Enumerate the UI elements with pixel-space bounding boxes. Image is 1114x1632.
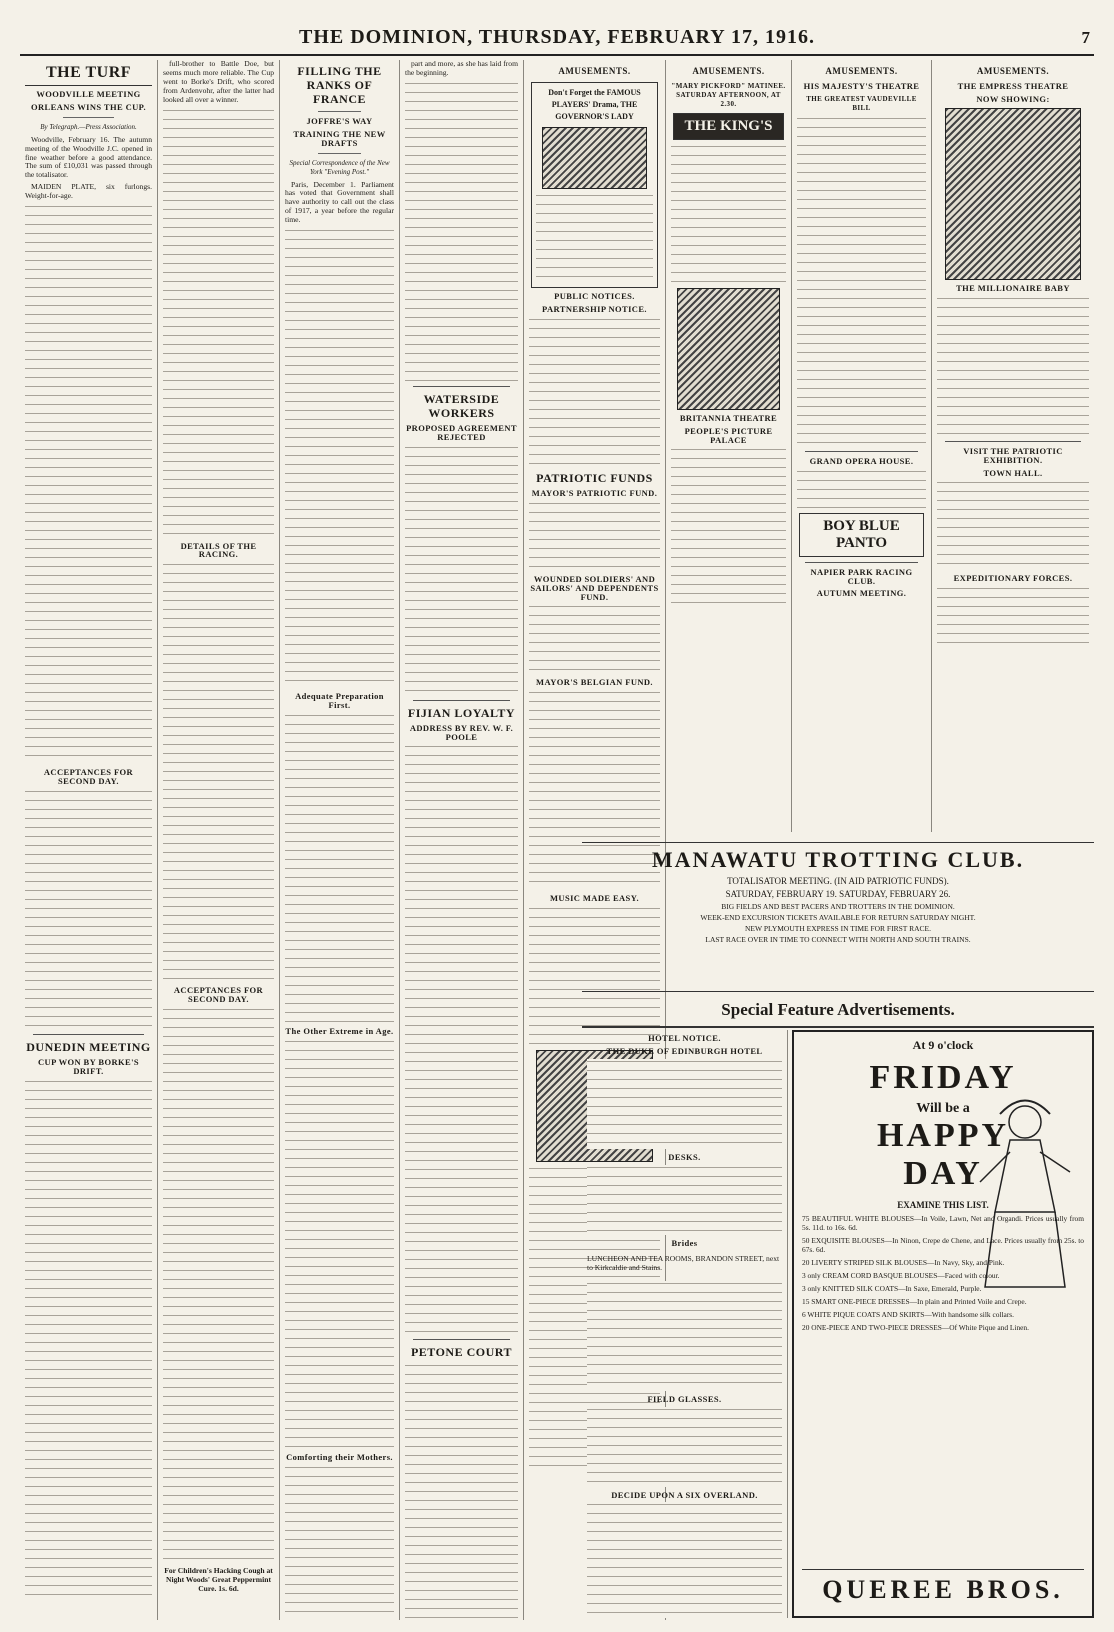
column-4 bbox=[400, 60, 524, 1620]
article-subheading-address: ADDRESS BY REV. W. F. POOLE bbox=[409, 722, 514, 742]
masthead-title: THE DOMINION, THURSDAY, FEBRUARY 17, 1916. bbox=[299, 26, 815, 48]
advert-body bbox=[937, 480, 1089, 570]
notice-body bbox=[529, 317, 660, 467]
advert-grand-opera: GRAND OPERA HOUSE. bbox=[809, 455, 914, 466]
advert-now-showing: NOW SHOWING: bbox=[976, 93, 1050, 104]
body-text bbox=[405, 81, 518, 381]
manawatu-title: MANAWATU TROTTING CLUB. bbox=[651, 847, 1025, 872]
article-subheading-cup: CUP WON BY BORKE'S DRIFT. bbox=[38, 1056, 139, 1076]
advert-kings bbox=[673, 113, 784, 140]
advert-town-hall: TOWN HALL. bbox=[983, 467, 1043, 478]
advert-body bbox=[536, 193, 653, 283]
advert-body bbox=[587, 1059, 782, 1149]
advert-body bbox=[797, 116, 926, 446]
manawatu-line: TOTALISATOR MEETING. (IN AID PATRIOTIC FUNDS). bbox=[727, 876, 949, 886]
section-heading-turf: THE TURF bbox=[25, 64, 152, 86]
advert-expeditionary: EXPEDITIONARY FORCES. bbox=[953, 573, 1073, 584]
article-heading-france: FILLING THE RANKS OF FRANCE bbox=[297, 64, 382, 106]
friday-will-be: Will be a bbox=[916, 1101, 970, 1116]
advert-hotel: HOTEL NOTICE. bbox=[648, 1033, 721, 1043]
advert-empress: THE EMPRESS THEATRE bbox=[957, 81, 1069, 91]
divider bbox=[945, 441, 1081, 442]
manawatu-line: NEW PLYMOUTH EXPRESS IN TIME FOR FIRST RACE. bbox=[745, 924, 931, 933]
body-text bbox=[25, 1079, 152, 1599]
race-heading: MAIDEN PLATE, six furlongs. Weight-for-age. bbox=[25, 182, 152, 201]
advert-body bbox=[797, 469, 926, 509]
amusements-heading: AMUSEMENTS. bbox=[692, 66, 765, 76]
column-2 bbox=[158, 60, 280, 1620]
article-subheading-training: TRAINING THE NEW DRAFTS bbox=[293, 128, 386, 148]
friday-day: FRIDAY bbox=[869, 1059, 1017, 1096]
body-text bbox=[25, 789, 152, 1029]
advert-body bbox=[587, 1281, 782, 1391]
body-text bbox=[163, 1007, 274, 1567]
advert-title: Don't Forget the FAMOUS PLAYERS' Drama, THE GOVERNOR'S LADY bbox=[548, 88, 641, 121]
column-6 bbox=[666, 60, 792, 832]
article-subheading-joffre: JOFFRE'S WAY bbox=[306, 116, 373, 126]
column-3 bbox=[280, 60, 400, 1620]
advert-body bbox=[587, 1407, 782, 1487]
body-text bbox=[405, 445, 518, 695]
advert-body bbox=[671, 144, 786, 284]
advert-overland: DECIDE UPON A SIX OVERLAND. bbox=[611, 1489, 758, 1500]
divider bbox=[413, 386, 510, 387]
article-heading-petone: PETONE COURT bbox=[410, 1345, 513, 1360]
divider bbox=[413, 700, 510, 701]
list-item: 75 BEAUTIFUL WHITE BLOUSES—In Voile, Lawn, Net and Organdi. Prices usually from 5s. 11d. to 16s. 6d. bbox=[802, 1214, 1084, 1232]
list-item: 3 only KNITTED SILK COATS—In Saxe, Emerald, Purple. bbox=[802, 1284, 982, 1293]
divider bbox=[805, 451, 918, 452]
advert-autumn: AUTUMN MEETING. bbox=[816, 588, 907, 599]
advert-greatest-bill: THE GREATEST VAUDEVILLE BILL bbox=[806, 94, 917, 112]
public-notices-heading: PUBLIC NOTICES. bbox=[554, 291, 635, 301]
advert-field-glasses: FIELD GLASSES. bbox=[647, 1393, 722, 1404]
patriotic-funds-heading: PATRIOTIC FUNDS bbox=[536, 470, 653, 485]
manawatu-dates: SATURDAY, FEBRUARY 19. SATURDAY, FEBRUARY 26. bbox=[725, 889, 951, 899]
list-item: 3 only CREAM CORD BASQUE BLOUSES—Faced with colour. bbox=[802, 1271, 1000, 1280]
body-text-lead: full-brother to Battle Doe, but seems much more reliable. The Cup went to Borke's Drift, who scored from Ardenvohr, after the latter had looked all over a winner. bbox=[163, 60, 274, 104]
body-text bbox=[285, 713, 394, 1023]
column-1 bbox=[20, 60, 158, 1620]
body-text bbox=[163, 562, 274, 982]
advert-illustration bbox=[542, 127, 647, 189]
advert-millionaire: THE MILLIONAIRE BABY bbox=[956, 282, 1070, 293]
friday-happy: HAPPY bbox=[876, 1117, 1010, 1154]
advert-kings-title: THE KING'S bbox=[684, 117, 773, 134]
advert-his-majestys: HIS MAJESTY'S THEATRE bbox=[803, 81, 920, 91]
friday-day-2: DAY bbox=[903, 1155, 983, 1192]
subhead-adequate: Adequate Preparation First. bbox=[295, 691, 384, 710]
fund-body bbox=[529, 501, 660, 571]
wounded-fund-heading: WOUNDED SOLDIERS' AND SAILORS' AND DEPENDENTS FUND. bbox=[530, 573, 659, 602]
advert-brides-body: LUNCHEON AND TEA ROOMS, BRANDON STREET, next to Kirkcaldie and Stains. bbox=[587, 1254, 780, 1273]
amusements-heading: AMUSEMENTS. bbox=[825, 66, 898, 76]
body-text bbox=[405, 1363, 518, 1620]
advert-boy-blue-title: BOY BLUE PANTO bbox=[823, 517, 900, 551]
advert-footer: For Children's Hacking Cough at Night Woods' Great Peppermint Cure. 1s. 6d. bbox=[164, 1566, 273, 1593]
ack-heading: ACCEPTANCES FOR SECOND DAY. bbox=[43, 767, 134, 786]
body-text bbox=[285, 228, 394, 688]
details-heading: DETAILS OF THE RACING. bbox=[180, 540, 257, 560]
advert-illustration bbox=[945, 108, 1081, 280]
page-number: 7 bbox=[1081, 28, 1090, 47]
body-text bbox=[405, 744, 518, 1334]
advert-governors-lady bbox=[531, 82, 658, 288]
masthead bbox=[20, 24, 1094, 56]
amusements-heading: AMUSEMENTS. bbox=[976, 66, 1050, 76]
advert-peoples: PEOPLE'S PICTURE PALACE bbox=[684, 425, 773, 445]
list-item: 50 EXQUISITE BLOUSES—In Ninon, Crepe de Chene, and Lace. Prices usually from 25s. to 67s. 6d. bbox=[802, 1236, 1084, 1254]
advert-hotel-name: THE DUKE OF EDINBURGH HOTEL bbox=[606, 1045, 763, 1056]
mayors-fund-heading: MAYOR'S PATRIOTIC FUND. bbox=[531, 487, 658, 498]
advert-desks: DESKS. bbox=[668, 1151, 701, 1162]
advert-napier: NAPIER PARK RACING CLUB. bbox=[810, 566, 913, 586]
body-text bbox=[285, 1039, 394, 1449]
manawatu-line: WEEK-END EXCURSION TICKETS AVAILABLE FOR RETURN SATURDAY NIGHT. bbox=[700, 913, 976, 922]
ack-heading-2: ACCEPTANCES FOR SECOND DAY. bbox=[173, 985, 264, 1005]
advert-manawatu bbox=[582, 842, 1094, 992]
article-subheading-orleans: ORLEANS WINS THE CUP. bbox=[31, 101, 146, 112]
article-heading-woodville: WOODVILLE MEETING bbox=[36, 89, 141, 99]
partnership-heading: PARTNERSHIP NOTICE. bbox=[542, 303, 647, 314]
small-adverts bbox=[582, 1030, 788, 1618]
fund-body bbox=[529, 604, 660, 674]
byline: Special Correspondence of the New York "Evening Post." bbox=[289, 158, 390, 176]
list-item: 20 ONE-PIECE AND TWO-PIECE DRESSES—Of White Pique and Linen. bbox=[802, 1323, 1029, 1332]
divider bbox=[805, 562, 918, 563]
article-intro: Woodville, February 16. The autumn meeting of the Woodville J.C. opened in fine weather before a good attendance. The sum of £10,031 was passed through the totalisator. bbox=[25, 134, 152, 180]
advert-britannia: BRITANNIA THEATRE bbox=[679, 412, 778, 423]
advert-patriotic-exhibition: VISIT THE PATRIOTIC EXHIBITION. bbox=[963, 445, 1063, 465]
lady-illustration-icon bbox=[970, 1092, 1080, 1292]
column-8 bbox=[932, 60, 1094, 832]
divider bbox=[318, 111, 362, 112]
body-text bbox=[163, 108, 274, 538]
advert-matinee: "MARY PICKFORD" MATINEE. SATURDAY AFTERNOON, AT 2.30. bbox=[671, 82, 786, 108]
advert-body bbox=[671, 447, 786, 607]
advert-illustration bbox=[677, 288, 780, 410]
advert-body bbox=[937, 586, 1089, 646]
article-heading-waterside: WATERSIDE WORKERS bbox=[423, 391, 500, 420]
advert-happy-day bbox=[792, 1030, 1094, 1618]
divider bbox=[33, 1034, 144, 1035]
list-item: 15 SMART ONE-PIECE DRESSES—In plain and Printed Voile and Crepe. bbox=[802, 1297, 1027, 1306]
column-7 bbox=[792, 60, 932, 832]
special-feature-heading: Special Feature Advertisements. bbox=[582, 1000, 1094, 1028]
article-heading-fijian: FIJIAN LOYALTY bbox=[407, 705, 516, 720]
amusements-heading: AMUSEMENTS. bbox=[558, 66, 631, 76]
manawatu-line: BIG FIELDS AND BEST PACERS AND TROTTERS IN THE DOMINION. bbox=[721, 902, 955, 911]
article-subheading-agreement: PROPOSED AGREEMENT REJECTED bbox=[406, 422, 517, 442]
music-heading: MUSIC MADE EASY. bbox=[550, 893, 639, 904]
subhead-comforting: Comforting their Mothers. bbox=[286, 1451, 393, 1462]
list-item: 6 WHITE PIQUE COATS AND SKIRTS—With handsome silk collars. bbox=[802, 1310, 1015, 1319]
advert-body bbox=[587, 1502, 782, 1618]
sale-list-heading: EXAMINE THIS LIST. bbox=[897, 1200, 989, 1210]
advert-boy-blue bbox=[799, 513, 924, 557]
advert-body bbox=[937, 296, 1089, 436]
queree-bros-logo: QUEREE BROS. bbox=[802, 1569, 1084, 1610]
divider bbox=[63, 117, 114, 118]
body-text-lead: Paris, December 1. Parliament has voted that Government shall have authority to call out the class of 1917, a year before the regular time. bbox=[285, 179, 394, 225]
body-text-lead: part and more, as she has laid from the beginning. bbox=[405, 60, 518, 77]
body-text bbox=[25, 204, 152, 764]
advert-body bbox=[587, 1165, 782, 1235]
byline: By Telegraph.—Press Association. bbox=[40, 122, 137, 131]
article-heading-dunedin: DUNEDIN MEETING bbox=[26, 1039, 151, 1054]
list-item: 20 LIVERTY STRIPED SILK BLOUSES—In Navy, Sky, and Pink. bbox=[802, 1258, 1005, 1267]
body-text bbox=[285, 1465, 394, 1620]
friday-time: At 9 o'clock bbox=[912, 1038, 974, 1052]
belgian-fund-heading: MAYOR'S BELGIAN FUND. bbox=[536, 677, 653, 688]
divider bbox=[413, 1339, 510, 1340]
manawatu-line: LAST RACE OVER IN TIME TO CONNECT WITH NORTH AND SOUTH TRAINS. bbox=[705, 935, 971, 944]
advert-brides: Brides bbox=[671, 1237, 698, 1248]
divider bbox=[318, 153, 362, 154]
subhead-other-extreme: The Other Extreme in Age. bbox=[285, 1025, 394, 1036]
